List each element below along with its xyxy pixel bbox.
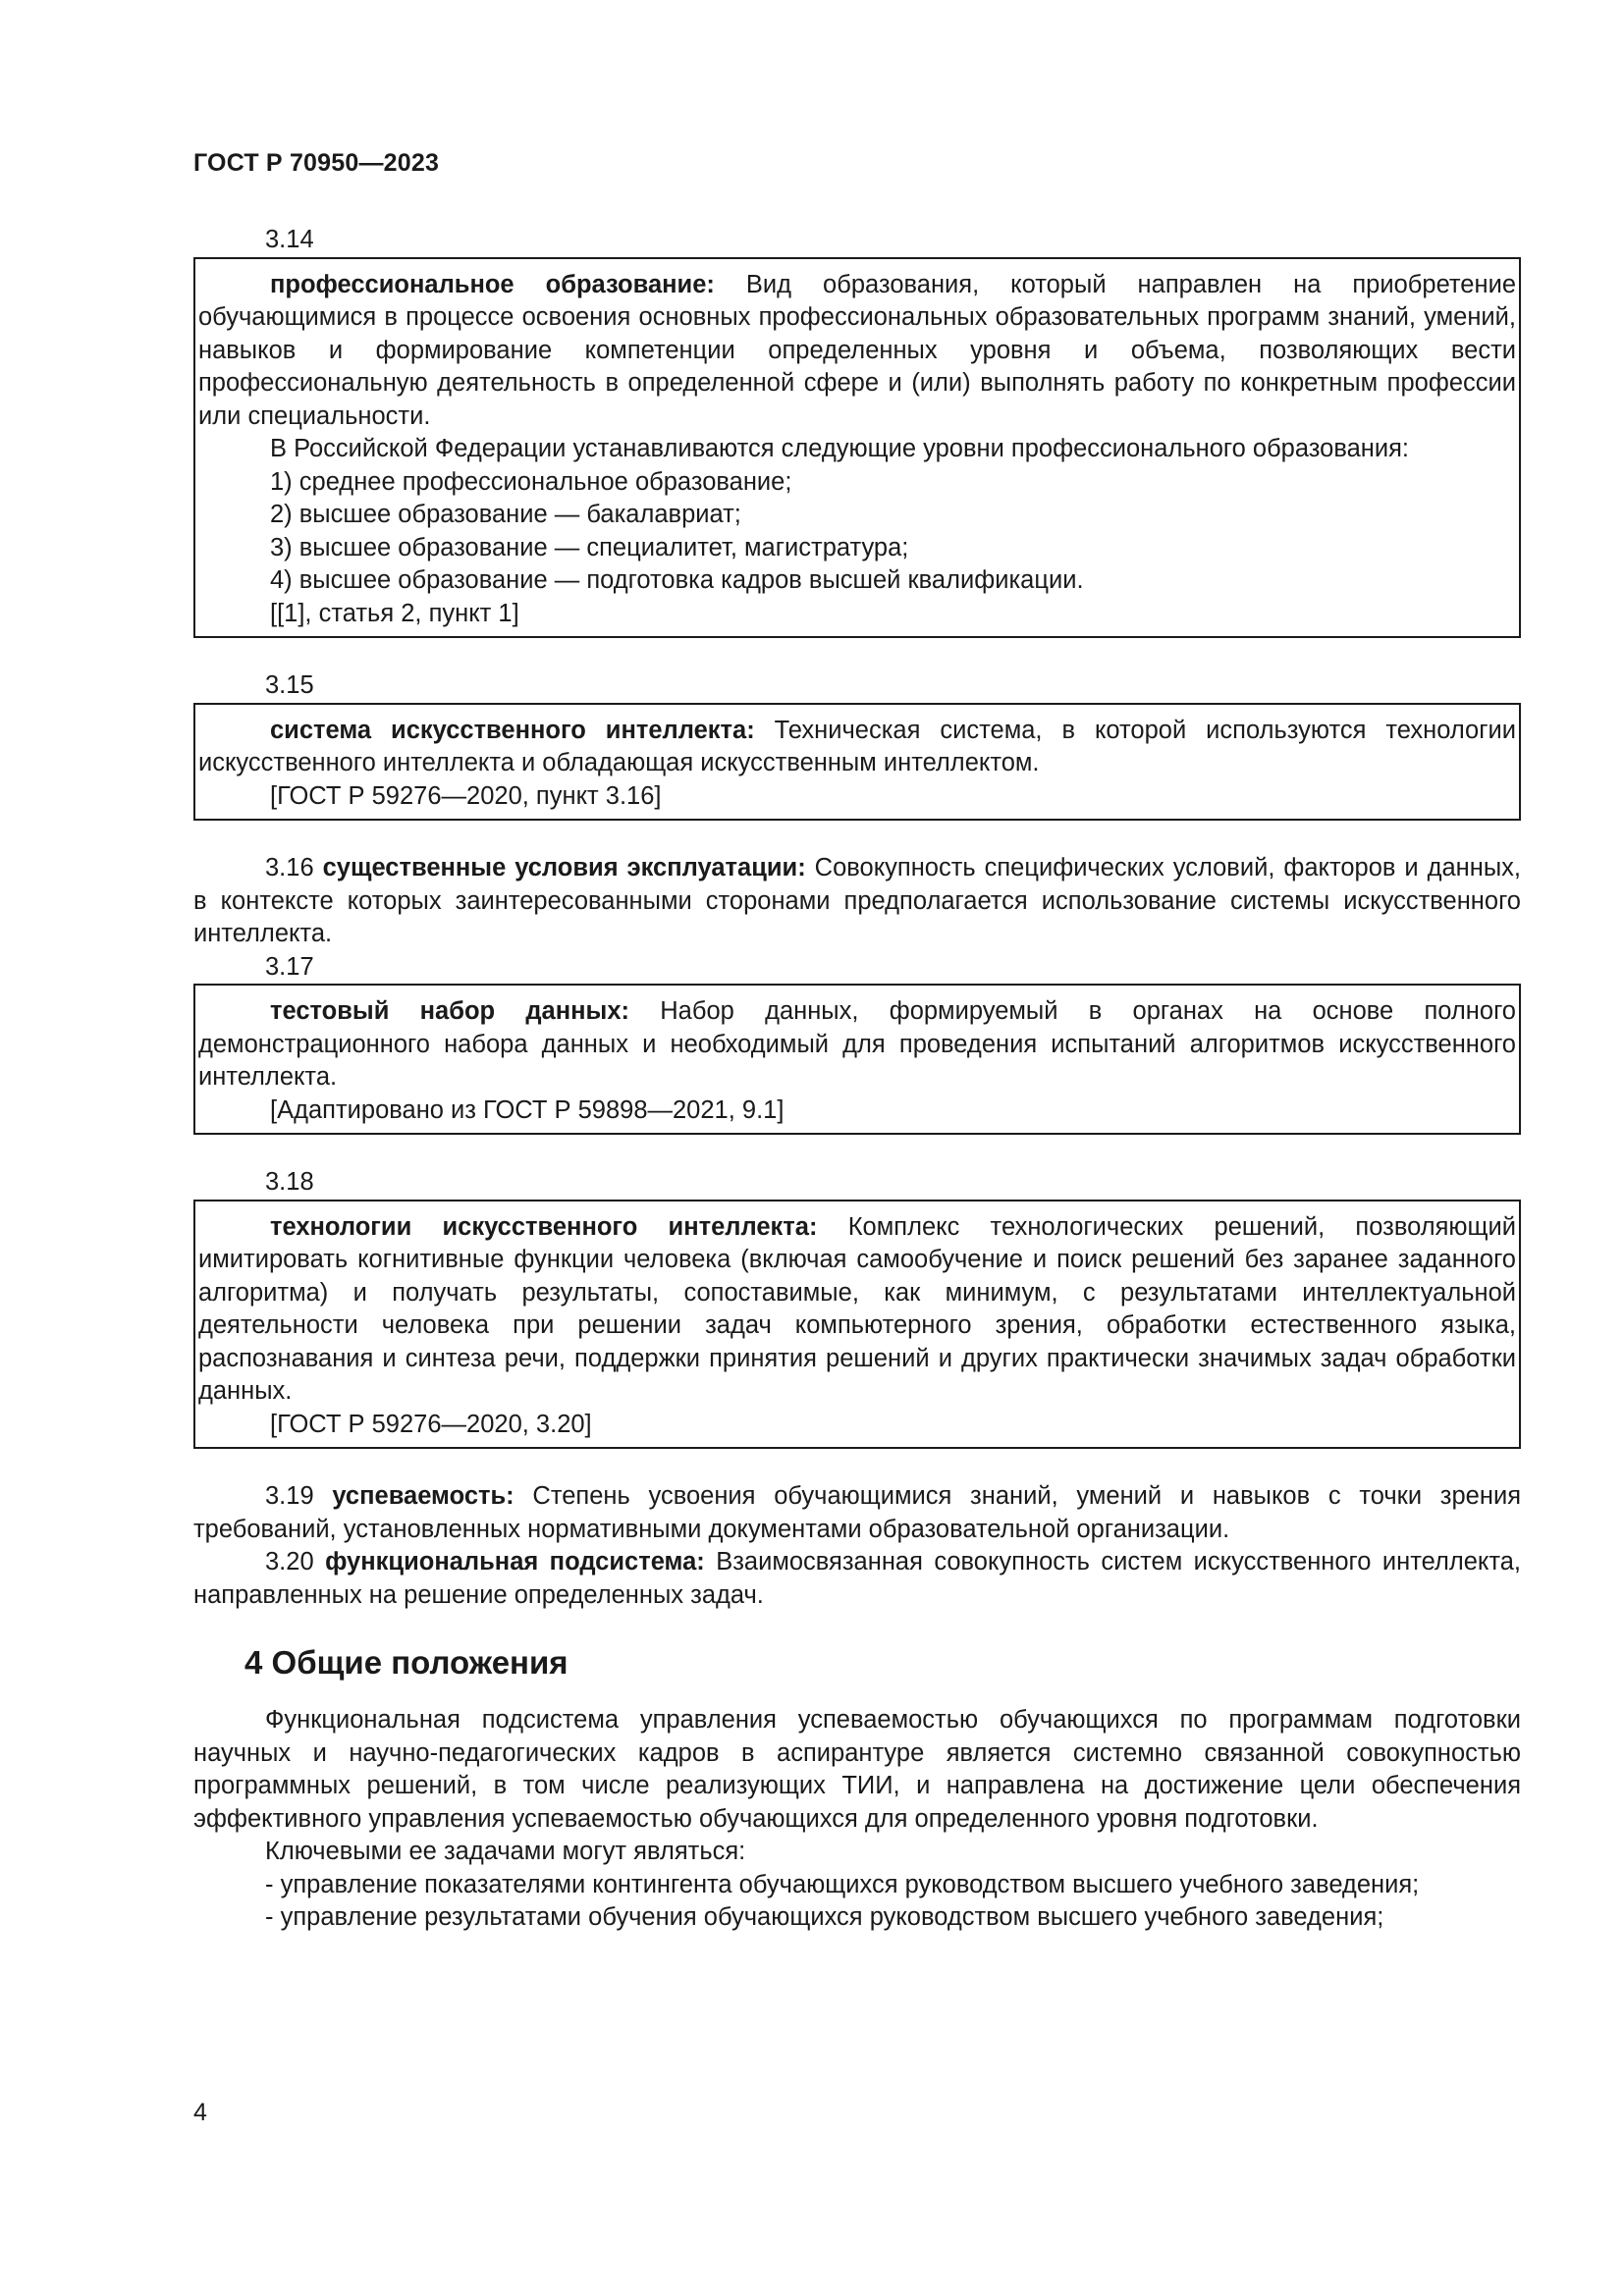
definition-paragraph bbox=[198, 269, 1516, 434]
term-name: существенные условия эксплуатации: bbox=[322, 854, 806, 881]
term-name: функциональная подсистема: bbox=[325, 1548, 705, 1575]
definition-box bbox=[193, 1200, 1521, 1450]
page-number: 4 bbox=[193, 2099, 207, 2126]
term-definition: Техническая система, в которой используются технологии искусственного интеллекта и обладающая искусственным интеллектом. bbox=[198, 716, 1516, 776]
body-paragraph: Ключевыми ее задачами могут являться: bbox=[265, 1838, 746, 1865]
definition-box bbox=[193, 984, 1521, 1135]
document-body bbox=[193, 224, 1521, 1935]
list-item: 2) высшее образование — бакалавриат; bbox=[270, 501, 741, 528]
term-definition: Совокупность специфических условий, факторов и данных, в контексте которых заинтересованными сторонами предполагается использование системы искусственного интеллекта. bbox=[193, 854, 1521, 947]
definition-note: В Российской Федерации устанавливаются следующие уровни профессионального образования: bbox=[270, 435, 1410, 462]
term-number: 3.14 bbox=[265, 226, 314, 253]
definition-paragraph bbox=[198, 995, 1516, 1095]
section-heading: 4 Общие положения bbox=[244, 1644, 568, 1681]
term-name: тестовый набор данных: bbox=[270, 997, 629, 1025]
term-definition: Вид образования, который направлен на приобретение обучающимися в процессе освоения основных профессиональных образовательных программ знаний, умений, навыков и формирование компетенции определенных уровня и объема, позволяющих вести профессиональную деятельность в определенной сфере и (или) выполнять работу по конкретным профессии или специальности. bbox=[198, 270, 1516, 430]
term-number: 3.18 bbox=[265, 1168, 314, 1196]
definition-paragraph bbox=[198, 1211, 1516, 1409]
definition-source: [ГОСТ Р 59276—2020, пункт 3.16] bbox=[270, 781, 662, 810]
term-number: 3.20 bbox=[265, 1548, 326, 1575]
definition-paragraph bbox=[193, 1546, 1521, 1612]
term-name: успеваемость: bbox=[332, 1482, 514, 1510]
term-definition: Степень усвоения обучающимися знаний, умений и навыков с точки зрения требований, установленных нормативными документами образовательной организации. bbox=[193, 1482, 1521, 1543]
definition-box bbox=[193, 257, 1521, 639]
definition-paragraph bbox=[193, 852, 1521, 951]
bullet-item: - управление показателями контингента обучающихся руководством высшего учебного заведения; bbox=[265, 1870, 1420, 1898]
term-number: 3.19 bbox=[265, 1482, 333, 1510]
definition-box bbox=[193, 703, 1521, 822]
list-item: 1) среднее профессиональное образование; bbox=[270, 467, 792, 496]
bullet-item: - управление результатами обучения обучающихся руководством высшего учебного заведения; bbox=[265, 1903, 1384, 1931]
term-name: профессиональное образование: bbox=[270, 270, 715, 298]
definition-source: [Адаптировано из ГОСТ Р 59898—2021, 9.1] bbox=[270, 1095, 785, 1124]
definition-paragraph bbox=[198, 715, 1516, 780]
term-number: 3.16 bbox=[265, 854, 323, 881]
list-item: 3) высшее образование — специалитет, магистратура; bbox=[270, 533, 909, 561]
term-definition: Комплекс технологических решений, позволяющий имитировать когнитивные функции человека (включая самообучение и поиск решений без заранее заданного алгоритма) и получать результаты, сопоставимые, как минимум, с результатами интеллектуальной деятельности человека при решении задач компьютерного зрения, обработки естественного языка, распознавания и синтеза речи, поддержки принятия решений и других практически значимых задач обработки данных. bbox=[198, 1212, 1516, 1405]
term-name: технологии искусственного интеллекта: bbox=[270, 1212, 818, 1241]
term-number: 3.17 bbox=[265, 952, 314, 981]
term-number: 3.15 bbox=[265, 671, 314, 699]
term-name: система искусственного интеллекта: bbox=[270, 716, 755, 744]
list-item: 4) высшее образование — подготовка кадров высшей квалификации. bbox=[270, 566, 1084, 594]
definition-source: [ГОСТ Р 59276—2020, 3.20] bbox=[270, 1410, 592, 1438]
definition-source: [[1], статья 2, пункт 1] bbox=[270, 599, 519, 627]
definition-paragraph bbox=[193, 1480, 1521, 1546]
term-definition: Набор данных, формируемый в органах на основе полного демонстрационного набора данных и необходимый для проведения испытаний алгоритмов искусственного интеллекта. bbox=[198, 997, 1516, 1091]
body-paragraph: Функциональная подсистема управления успеваемостью обучающихся по программам подготовки научных и научно-педагогических кадров в аспирантуре является системно связанной совокупностью программных решений, в том числе реализующих ТИИ, и направлена на достижение цели обеспечения эффективного управления успеваемостью обучающихся для определенного уровня подготовки. bbox=[193, 1706, 1521, 1833]
document-header: ГОСТ Р 70950—2023 bbox=[193, 149, 440, 177]
term-definition: Взаимосвязанная совокупность систем искусственного интеллекта, направленных на решение определенных задач. bbox=[193, 1548, 1522, 1609]
